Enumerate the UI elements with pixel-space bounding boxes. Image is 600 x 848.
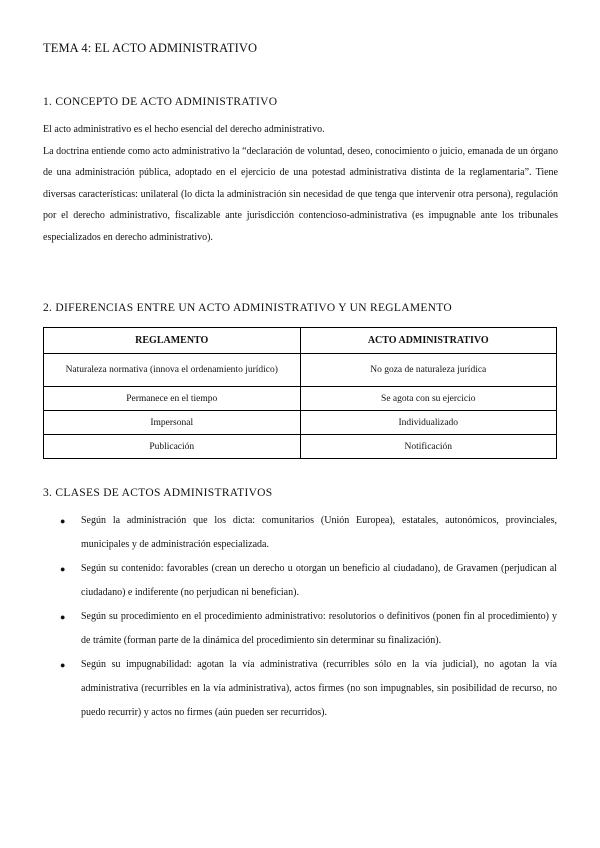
bullet-icon: ● [60, 564, 66, 574]
table-row [44, 387, 557, 411]
table-row [44, 435, 557, 459]
section-1-paragraph-1: El acto administrativo es el hecho esencial del derecho administrativo. [43, 124, 325, 135]
section-1-heading: 1. CONCEPTO DE ACTO ADMINISTRATIVO [43, 96, 278, 108]
list-item [60, 653, 557, 725]
list-item [60, 557, 557, 605]
list-item [60, 605, 557, 653]
section-1-paragraph-2: La doctrina entiende como acto administrativo la “declaración de voluntad, deseo, conocimiento o juicio, emanada de un órgano de una administración pública, adoptado en el ejercicio de una potestad administrativa distinta de la reglamentaria”. Tiene diversas características: unilateral (lo dicta la administración sin necesidad de que tenga que intervenir otra persona), regulación por el derecho administrativo, fiscalizable ante jurisdicción contencioso-administrativa (es impugnable ante los tribunales especializados en derecho administrativo). [43, 145, 558, 243]
list-item-text: Según su impugnabilidad: agotan la vía administrativa (recurribles sólo en la vía judicial), no agotan la vía administrativa (recurribles en la vía administrativa), actos firmes (no son impugnables, sin posibilidad de recurso, no puedo recurrir) y actos no firmes (aún pueden ser recurridos). [81, 659, 557, 718]
table-header-acto: ACTO ADMINISTRATIVO [300, 328, 557, 354]
table-cell: Naturaleza normativa (innova el ordenamiento jurídico) [44, 354, 301, 387]
comparison-table [43, 327, 557, 459]
list-item-text: Según su contenido: favorables (crean un derecho u otorgan un beneficio al ciudadano), de Gravamen (perjudican al ciudadano) e indiferente (no perjudican ni benefician). [81, 563, 557, 598]
table-row [44, 411, 557, 435]
table-cell: Notificación [300, 435, 557, 459]
actos-classes-list [60, 509, 557, 725]
document-title: TEMA 4: EL ACTO ADMINISTRATIVO [43, 41, 258, 55]
bullet-icon: ● [60, 612, 66, 622]
table-cell: Individualizado [300, 411, 557, 435]
bullet-icon: ● [60, 660, 66, 670]
table-row [44, 354, 557, 387]
table-cell: Permanece en el tiempo [44, 387, 301, 411]
table-cell: Publicación [44, 435, 301, 459]
list-item [60, 509, 557, 557]
table-cell: No goza de naturaleza jurídica [300, 354, 557, 387]
list-item-text: Según la administración que los dicta: comunitarios (Unión Europea), estatales, autonómicos, provinciales, municipales y de administración especializada. [81, 515, 557, 550]
section-1-body [43, 119, 558, 248]
bullet-icon: ● [60, 516, 66, 526]
table-cell: Impersonal [44, 411, 301, 435]
table-header-row [44, 328, 557, 354]
list-item-text: Según su procedimiento en el procedimiento administrativo: resolutorios o definitivos (ponen fin al procedimiento) y de trámite (forman parte de la dinámica del procedimiento sin determinar su finalización). [81, 611, 557, 646]
section-2-heading: 2. DIFERENCIAS ENTRE UN ACTO ADMINISTRATIVO Y UN REGLAMENTO [43, 302, 453, 314]
section-3-heading: 3. CLASES DE ACTOS ADMINISTRATIVOS [43, 487, 273, 499]
table-cell: Se agota con su ejercicio [300, 387, 557, 411]
table-header-reglamento: REGLAMENTO [44, 328, 301, 354]
